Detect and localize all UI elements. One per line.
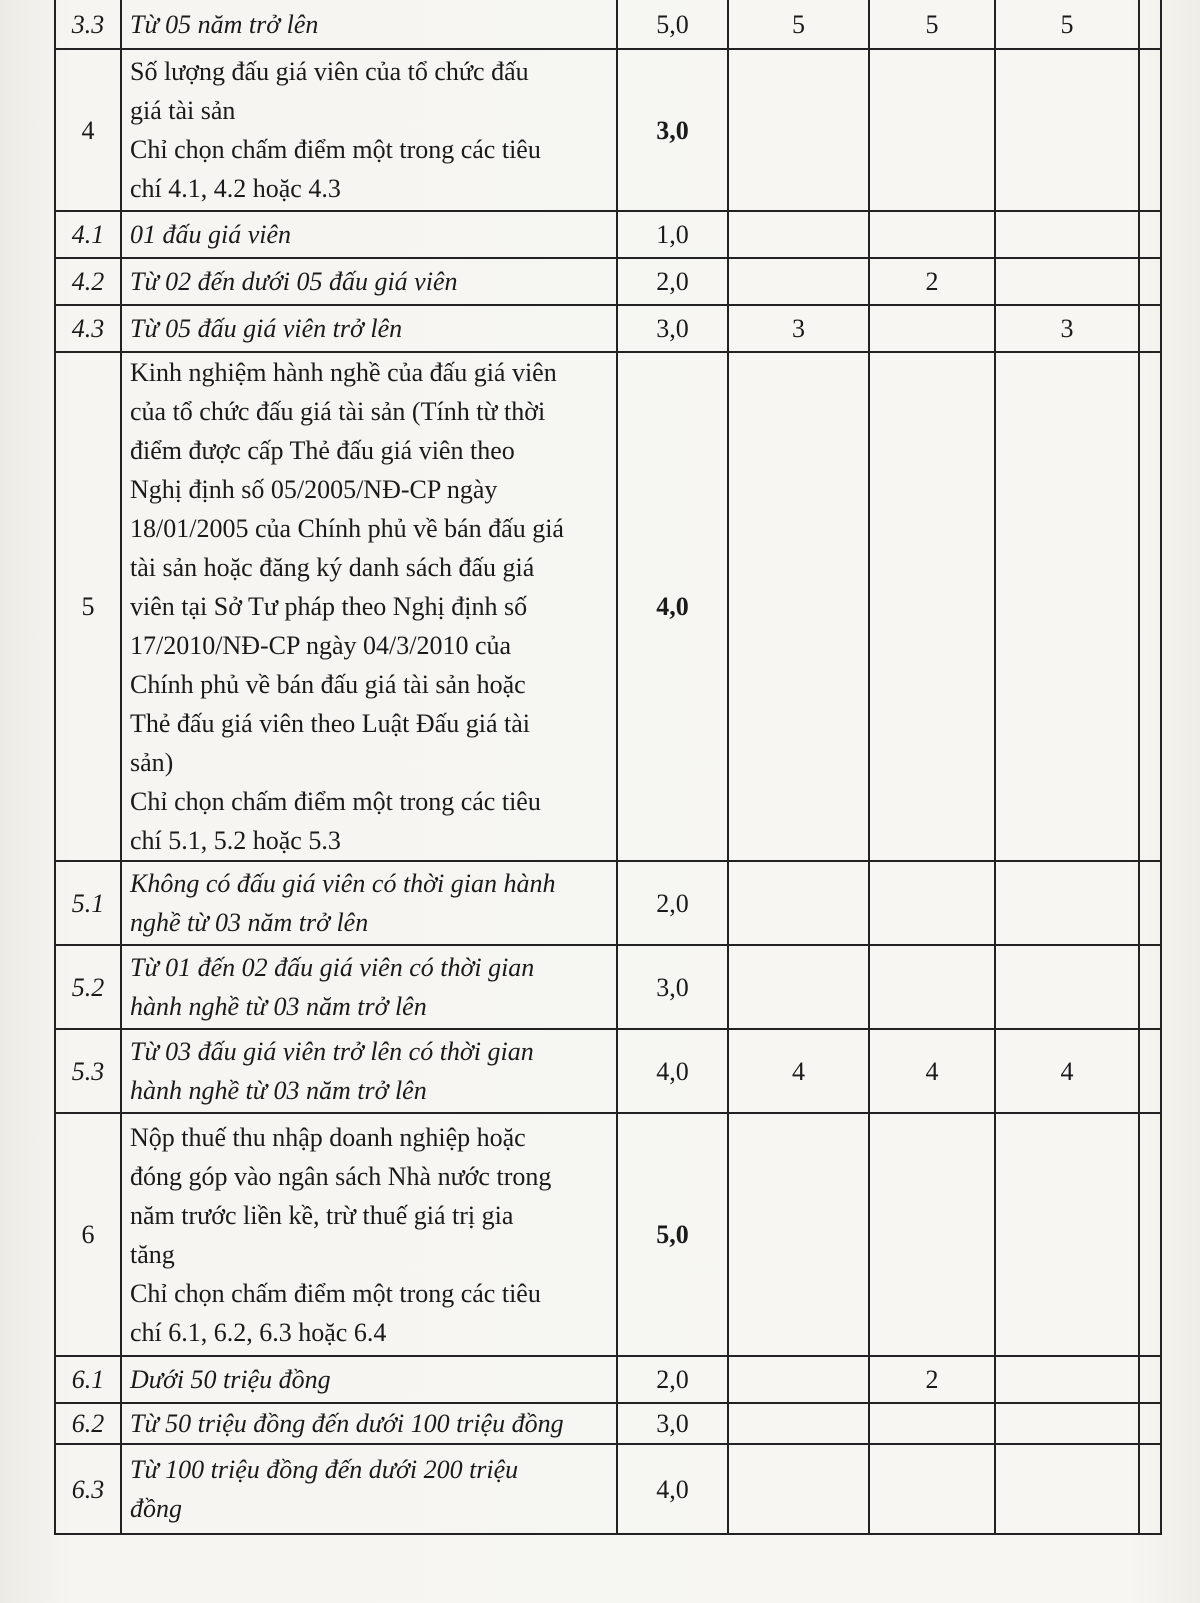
score-cell-2 [869, 305, 995, 352]
margin-cell [1139, 1444, 1161, 1534]
description-line: Nghị định số 05/2005/NĐ-CP ngày [130, 475, 498, 504]
score-cell-3 [995, 49, 1139, 211]
score-cell-1: 3 [728, 305, 869, 352]
max-score-cell: 2,0 [617, 1356, 728, 1403]
description-line: điểm được cấp Thẻ đấu giá viên theo [130, 436, 515, 465]
score-cell-2: 4 [869, 1029, 995, 1113]
score-cell-3 [995, 945, 1139, 1029]
table-row [55, 49, 1161, 211]
criterion-id-cell: 6.2 [55, 1403, 121, 1444]
score-cell-2 [869, 945, 995, 1029]
score-cell-3 [995, 352, 1139, 861]
max-score-cell: 3,0 [617, 49, 728, 211]
score-cell-3 [995, 1444, 1139, 1534]
description-line: nghề từ 03 năm trở lên [130, 908, 369, 937]
criterion-id-cell: 4 [55, 49, 121, 211]
criterion-description-cell [121, 1029, 617, 1113]
score-cell-3 [995, 258, 1139, 305]
criterion-description-cell [121, 352, 617, 861]
description-line: 01 đấu giá viên [130, 220, 292, 249]
criterion-description-cell [121, 211, 617, 258]
margin-cell [1139, 1113, 1161, 1356]
description-line: hành nghề từ 03 năm trở lên [130, 1076, 427, 1105]
description-line: Từ 50 triệu đồng đến dưới 100 triệu đồng [130, 1409, 564, 1438]
score-cell-3: 5 [995, 0, 1139, 49]
margin-cell [1139, 305, 1161, 352]
score-cell-1: 5 [728, 0, 869, 49]
criterion-id-cell: 6.1 [55, 1356, 121, 1403]
score-cell-1 [728, 945, 869, 1029]
table-body [55, 0, 1161, 1534]
criterion-description-cell [121, 0, 617, 49]
score-cell-2 [869, 1444, 995, 1534]
description-line: Chính phủ về bán đấu giá tài sản hoặc [130, 670, 526, 699]
criterion-id-cell: 5 [55, 352, 121, 861]
score-cell-2: 5 [869, 0, 995, 49]
score-cell-3 [995, 861, 1139, 945]
score-cell-1: 4 [728, 1029, 869, 1113]
description-line: Số lượng đấu giá viên của tổ chức đấu [130, 57, 529, 86]
score-cell-2: 2 [869, 258, 995, 305]
description-line: tài sản hoặc đăng ký danh sách đấu giá [130, 553, 535, 582]
description-line: 17/2010/NĐ-CP ngày 04/3/2010 của [130, 631, 512, 660]
table-row [55, 258, 1161, 305]
score-cell-1 [728, 211, 869, 258]
score-cell-3: 4 [995, 1029, 1139, 1113]
margin-cell [1139, 1403, 1161, 1444]
description-line: tăng [130, 1239, 175, 1269]
description-line: Chỉ chọn chấm điểm một trong các tiêu [130, 1278, 541, 1308]
max-score-cell: 4,0 [617, 352, 728, 861]
description-line: năm trước liền kề, trừ thuế giá trị gia [130, 1200, 514, 1230]
table-row [55, 1356, 1161, 1403]
criterion-id-cell: 6 [55, 1113, 121, 1356]
margin-cell [1139, 352, 1161, 861]
score-cell-3: 3 [995, 305, 1139, 352]
criterion-id-cell: 5.1 [55, 861, 121, 945]
description-line: Từ 02 đến dưới 05 đấu giá viên [130, 267, 458, 296]
max-score-cell: 2,0 [617, 861, 728, 945]
criterion-description-cell [121, 1356, 617, 1403]
table-row [55, 1444, 1161, 1534]
score-cell-3 [995, 211, 1139, 258]
max-score-cell: 5,0 [617, 0, 728, 49]
table-row [55, 352, 1161, 861]
score-cell-2 [869, 352, 995, 861]
table-row [55, 211, 1161, 258]
description-line: sản) [130, 748, 174, 777]
margin-cell [1139, 211, 1161, 258]
score-cell-1 [728, 49, 869, 211]
margin-cell [1139, 0, 1161, 49]
score-cell-3 [995, 1403, 1139, 1444]
criterion-description-cell [121, 945, 617, 1029]
criterion-id-cell: 4.1 [55, 211, 121, 258]
criterion-description-cell [121, 49, 617, 211]
margin-cell [1139, 258, 1161, 305]
scoring-table [54, 0, 1162, 1535]
max-score-cell: 2,0 [617, 258, 728, 305]
score-cell-1 [728, 352, 869, 861]
table-row [55, 1029, 1161, 1113]
criterion-description-cell [121, 305, 617, 352]
criterion-id-cell: 4.2 [55, 258, 121, 305]
description-line: Dưới 50 triệu đồng [130, 1365, 331, 1394]
table-row [55, 1403, 1161, 1444]
margin-cell [1139, 1029, 1161, 1113]
score-cell-3 [995, 1356, 1139, 1403]
max-score-cell: 3,0 [617, 1403, 728, 1444]
score-cell-1 [728, 1403, 869, 1444]
criterion-id-cell: 6.3 [55, 1444, 121, 1534]
score-cell-2 [869, 1113, 995, 1356]
score-cell-1 [728, 1444, 869, 1534]
margin-cell [1139, 49, 1161, 211]
description-line: đóng góp vào ngân sách Nhà nước trong [130, 1161, 552, 1191]
description-line: Nộp thuế thu nhập doanh nghiệp hoặc [130, 1122, 526, 1152]
max-score-cell: 5,0 [617, 1113, 728, 1356]
description-line: chí 4.1, 4.2 hoặc 4.3 [130, 174, 341, 203]
criterion-id-cell: 3.3 [55, 0, 121, 49]
table-row [55, 945, 1161, 1029]
criterion-description-cell [121, 1444, 617, 1534]
score-cell-1 [728, 1113, 869, 1356]
score-cell-2 [869, 861, 995, 945]
max-score-cell: 1,0 [617, 211, 728, 258]
description-line: hành nghề từ 03 năm trở lên [130, 992, 427, 1021]
description-line: chí 6.1, 6.2, 6.3 hoặc 6.4 [130, 1317, 387, 1347]
description-line: Từ 03 đấu giá viên trở lên có thời gian [130, 1037, 534, 1066]
description-line: 18/01/2005 của Chính phủ về bán đấu giá [130, 514, 564, 543]
table-row [55, 305, 1161, 352]
margin-cell [1139, 861, 1161, 945]
description-line: Thẻ đấu giá viên theo Luật Đấu giá tài [130, 709, 530, 738]
description-line: Từ 05 năm trở lên [130, 9, 319, 39]
table-row [55, 0, 1161, 49]
score-cell-1 [728, 258, 869, 305]
description-line: Từ 05 đấu giá viên trở lên [130, 314, 403, 343]
criterion-description-cell [121, 861, 617, 945]
score-cell-2: 2 [869, 1356, 995, 1403]
score-cell-2 [869, 49, 995, 211]
criterion-id-cell: 5.2 [55, 945, 121, 1029]
table-row [55, 1113, 1161, 1356]
criterion-description-cell [121, 1403, 617, 1444]
description-line: chí 5.1, 5.2 hoặc 5.3 [130, 826, 341, 855]
score-cell-3 [995, 1113, 1139, 1356]
max-score-cell: 4,0 [617, 1029, 728, 1113]
description-line: Không có đấu giá viên có thời gian hành [130, 869, 556, 898]
max-score-cell: 3,0 [617, 305, 728, 352]
description-line: Từ 01 đến 02 đấu giá viên có thời gian [130, 953, 535, 982]
description-line: Từ 100 triệu đồng đến dưới 200 triệu [130, 1455, 519, 1484]
margin-cell [1139, 945, 1161, 1029]
margin-cell [1139, 1356, 1161, 1403]
score-cell-1 [728, 861, 869, 945]
criterion-id-cell: 4.3 [55, 305, 121, 352]
criterion-description-cell [121, 1113, 617, 1356]
description-line: giá tài sản [130, 96, 236, 125]
description-line: Chỉ chọn chấm điểm một trong các tiêu [130, 787, 541, 816]
description-line: của tổ chức đấu giá tài sản (Tính từ thời [130, 397, 546, 426]
score-cell-2 [869, 1403, 995, 1444]
max-score-cell: 3,0 [617, 945, 728, 1029]
score-cell-1 [728, 1356, 869, 1403]
description-line: viên tại Sở Tư pháp theo Nghị định số [130, 592, 528, 621]
score-cell-2 [869, 211, 995, 258]
description-line: Kinh nghiệm hành nghề của đấu giá viên [130, 358, 557, 387]
criterion-description-cell [121, 258, 617, 305]
criterion-id-cell: 5.3 [55, 1029, 121, 1113]
max-score-cell: 4,0 [617, 1444, 728, 1534]
description-line: Chỉ chọn chấm điểm một trong các tiêu [130, 135, 541, 164]
description-line: đồng [130, 1494, 182, 1523]
table-row [55, 861, 1161, 945]
